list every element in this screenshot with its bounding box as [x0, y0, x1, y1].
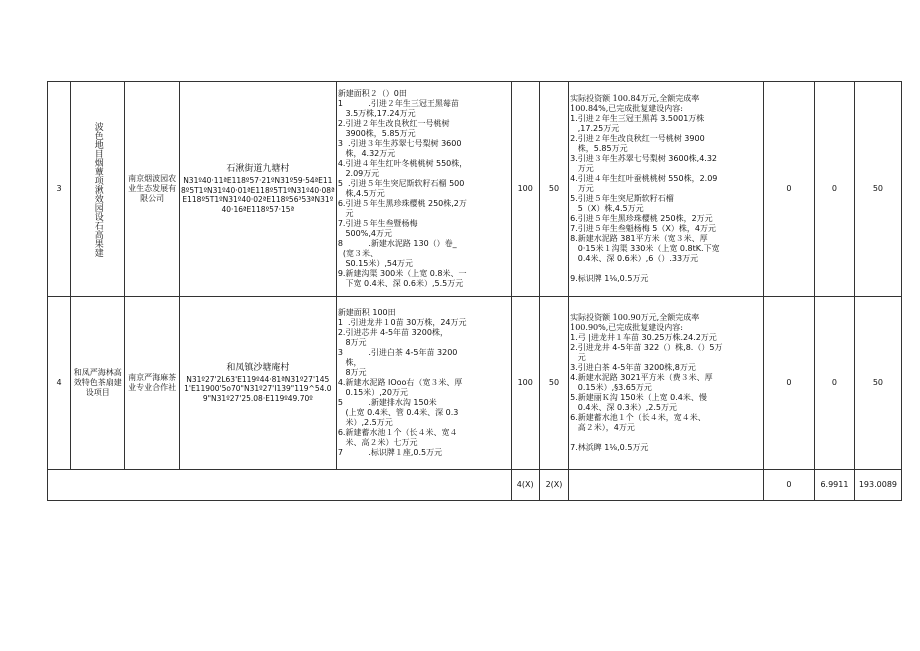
- result-summary-line: 实际投资额 100.90万元,全额完成率: [570, 313, 700, 322]
- result-line: 6.新建蓄水池１个（长４米，宽４米、: [570, 413, 706, 422]
- content-line: 新建面积２（）0田: [337, 89, 407, 98]
- result-line: 5（X）株,4.5万元: [570, 204, 644, 213]
- location-coords: N31º40·11ªE118º57·21ºN31º59·54ªE118º5T1ºN31º40·01ªE118º5T1ºN31º40·08ªE118º5T1ºN31º40·02ªE118º56³53ªN31º40·16ªE118º57·15ª: [181, 176, 335, 214]
- result-line: 万元: [570, 184, 594, 193]
- project-name: 波色地目烟蕈项湫效园设石高果建: [92, 121, 103, 257]
- construction-content: [336, 82, 511, 297]
- total-row: [48, 470, 902, 501]
- content-line: 新建面积 100田: [337, 308, 396, 317]
- location-cell: [179, 82, 336, 297]
- col10-value: 0: [815, 82, 855, 297]
- result-line: 0.4米、深 0.6米）,6（）.33万元: [570, 254, 699, 263]
- plan-investment: 100: [511, 82, 539, 297]
- subsidy-amount: 50: [539, 82, 568, 297]
- table-row: [48, 297, 902, 470]
- content-line: 9.新建沟渠 300米（上宽 0.8米、一: [337, 269, 467, 278]
- result-line: 1.引进２年生三冠王黑苒 3.5001万株: [570, 114, 705, 123]
- row-index: 3: [48, 82, 71, 297]
- content-line: S0.15米）,54万元: [337, 259, 414, 268]
- content-line: 3 .引进白茶 4-5年苗 3200: [337, 348, 458, 357]
- content-line: 元: [337, 209, 354, 218]
- content-line: 500%,4万元: [337, 229, 392, 238]
- result-line: 8.新建水泥路 381平方米（宽３米、厚: [570, 234, 708, 243]
- result-line: 7.引进５年生叁魁杨梅 5（X）株，4万元: [570, 224, 716, 233]
- content-line: 下宽 0.4米、深 0.6米）,5.5万元: [337, 279, 464, 288]
- col9-value: 0: [763, 82, 814, 297]
- result-lines: [570, 114, 762, 284]
- content-lines: [338, 89, 510, 289]
- plan-investment: 100: [511, 297, 539, 470]
- content-line: 5 .引进５年生突尼斯软籽石榴 500: [337, 179, 465, 188]
- result-line: 3.引进３年生苏翠七号梨树 3600株,4.32: [570, 154, 718, 163]
- content-line: 1 .引进龙井１0苗 30万株，24万元: [337, 318, 467, 327]
- result-line: 4.新建水泥路 3021平方米（费３米、厚: [570, 373, 713, 382]
- result-line: 5.引进５年生突尼斯软籽石榴: [570, 194, 674, 203]
- result-line: 2.引进龙井 4-5年苗 322（）株,8.（）5万: [570, 343, 723, 352]
- content-line: 米）,2.5万元: [337, 418, 393, 427]
- content-line: 8 .新建水泥路 130（）卷_: [337, 239, 457, 248]
- total-col10: 6.9911: [815, 470, 855, 501]
- result-line: [570, 433, 762, 443]
- result-line: 1.弓 |进龙井１车苗 30.25万株.24.2万元: [570, 333, 717, 342]
- total-col11: 193.0089: [854, 470, 901, 501]
- content-line: 3 .引进３年生苏翠七号梨树 3600: [337, 139, 462, 148]
- location-cell: [179, 297, 336, 470]
- result-line: 3.引进白茶 4-5年苗 3200株,8万元: [570, 363, 696, 372]
- result-summary: [570, 94, 762, 114]
- result-line: 7.林浜睥 1⅛,0.5万元: [570, 443, 649, 452]
- subsidy-amount: 50: [539, 297, 568, 470]
- col11-value: 50: [854, 297, 901, 470]
- result-line: 4.引进４年生红叶蚕桃桃树 550株，2.09: [570, 174, 718, 183]
- content-line: 3900株，5.85万元: [337, 129, 416, 138]
- content-line: 8万元: [337, 338, 367, 347]
- result-line: 2.引进２年生改良秋红一号桃树 3900: [570, 134, 705, 143]
- result-line: 高２米），4万元: [570, 423, 635, 432]
- content-line: 0.15米）,20万元: [337, 388, 408, 397]
- result-line: 6.引进５年生黑珍珠樱桃 250株，2万元: [570, 214, 713, 223]
- org-name: 南京严海麻茶业专业合作社: [125, 297, 179, 470]
- total-result-cell: [569, 470, 764, 501]
- location-title: 和凤镇沙塘庵村: [226, 362, 290, 373]
- col10-value: 0: [815, 297, 855, 470]
- content-line: 2.引进２年生改良秋红一号桃树: [337, 119, 450, 128]
- content-line: 株，4.32万元: [337, 149, 396, 158]
- total-plan: 4(X): [511, 470, 539, 501]
- result-line: 株，5.85万元: [570, 144, 628, 153]
- result-summary-line: 100.84%,已完成批复建设内容:: [570, 104, 683, 113]
- content-line: 7 .标识牌１座,0.5万元: [337, 448, 443, 457]
- content-line: 株,4.5万元: [337, 189, 385, 198]
- completion-result: [569, 82, 764, 297]
- org-name: 南京烟波园农业生态发展有限公司: [125, 82, 179, 297]
- result-summary-line: 实际投资额 100.84万元,全额完成率: [570, 94, 700, 103]
- project-table: [47, 81, 902, 501]
- content-line: 2.引进芯井 4-5年苗 3200株，: [337, 328, 448, 337]
- result-summary: [570, 313, 762, 333]
- col9-value: 0: [763, 297, 814, 470]
- content-line: (上宽 0.4米、管 0.4米、深 0.3: [337, 408, 459, 417]
- col11-value: 50: [854, 82, 901, 297]
- result-line: 元: [570, 353, 586, 362]
- content-lines: [338, 308, 510, 458]
- result-line: ,17.25万元: [570, 124, 620, 133]
- content-line: 8万元: [337, 368, 367, 377]
- content-line: 4.新建水泥路 IOoo右（宽３米、厚: [337, 378, 463, 387]
- project-name-cell: [71, 82, 125, 297]
- total-amount: 2(X): [539, 470, 568, 501]
- content-line: 7.引进５年生叁暨杨梅: [337, 219, 418, 228]
- result-line: 9.标识牌 1⅛,0.5万元: [570, 274, 649, 283]
- location-title: 石湫街道九塘村: [226, 164, 290, 174]
- content-line: 株，: [337, 358, 362, 367]
- construction-content: [336, 297, 511, 470]
- result-lines: [570, 333, 762, 453]
- total-col9: 0: [763, 470, 814, 501]
- content-line: 6.新建蓄水池１个（长４米、宽４: [337, 428, 458, 437]
- result-line: 0.4米、深 0.3米）,2.5万元: [570, 403, 678, 412]
- result-summary-line: 100.90%,已完成批复建设内容:: [570, 323, 683, 332]
- result-line: 5.新建丽Ｋ沟 150米（上宽 0.4米、慢: [570, 393, 707, 402]
- table-row: [48, 82, 902, 297]
- project-name: 和凤严海林高效特色茶扇建设项目: [71, 297, 125, 470]
- content-line: 5 .新建排水沟 150米: [337, 398, 437, 407]
- result-line: 0.15米）,§3.65万元: [570, 383, 652, 392]
- row-index: 4: [48, 297, 71, 470]
- result-line: [570, 264, 762, 274]
- completion-result: [569, 297, 764, 470]
- content-line: 2.09万元: [337, 169, 380, 178]
- content-line: 米、高２米）七万元: [337, 438, 418, 447]
- result-line: 万元: [570, 164, 594, 173]
- content-line: 1 .引进２年生三冠王黑莓苗: [337, 99, 459, 108]
- total-label-cell: [48, 470, 512, 501]
- content-line: (宽３米、: [337, 249, 379, 258]
- content-line: 4.引进４年生红叶冬桃桃树 550株，: [337, 159, 468, 168]
- location-coords: N31º27'2L63'E119º44·81ªN31º27'1451'E11900'5o70"N31º27'I139"119^54.09"N31º27'25.08·E119º49.70º: [184, 374, 332, 403]
- content-line: 3.5万株,17.24万元: [337, 109, 416, 118]
- result-line: 0·15米１沟渠 330米（上宽 0.8tK.下宽: [570, 244, 720, 253]
- content-line: 6.引进５年生黑珍珠樱桃 250株,2万: [337, 199, 467, 208]
